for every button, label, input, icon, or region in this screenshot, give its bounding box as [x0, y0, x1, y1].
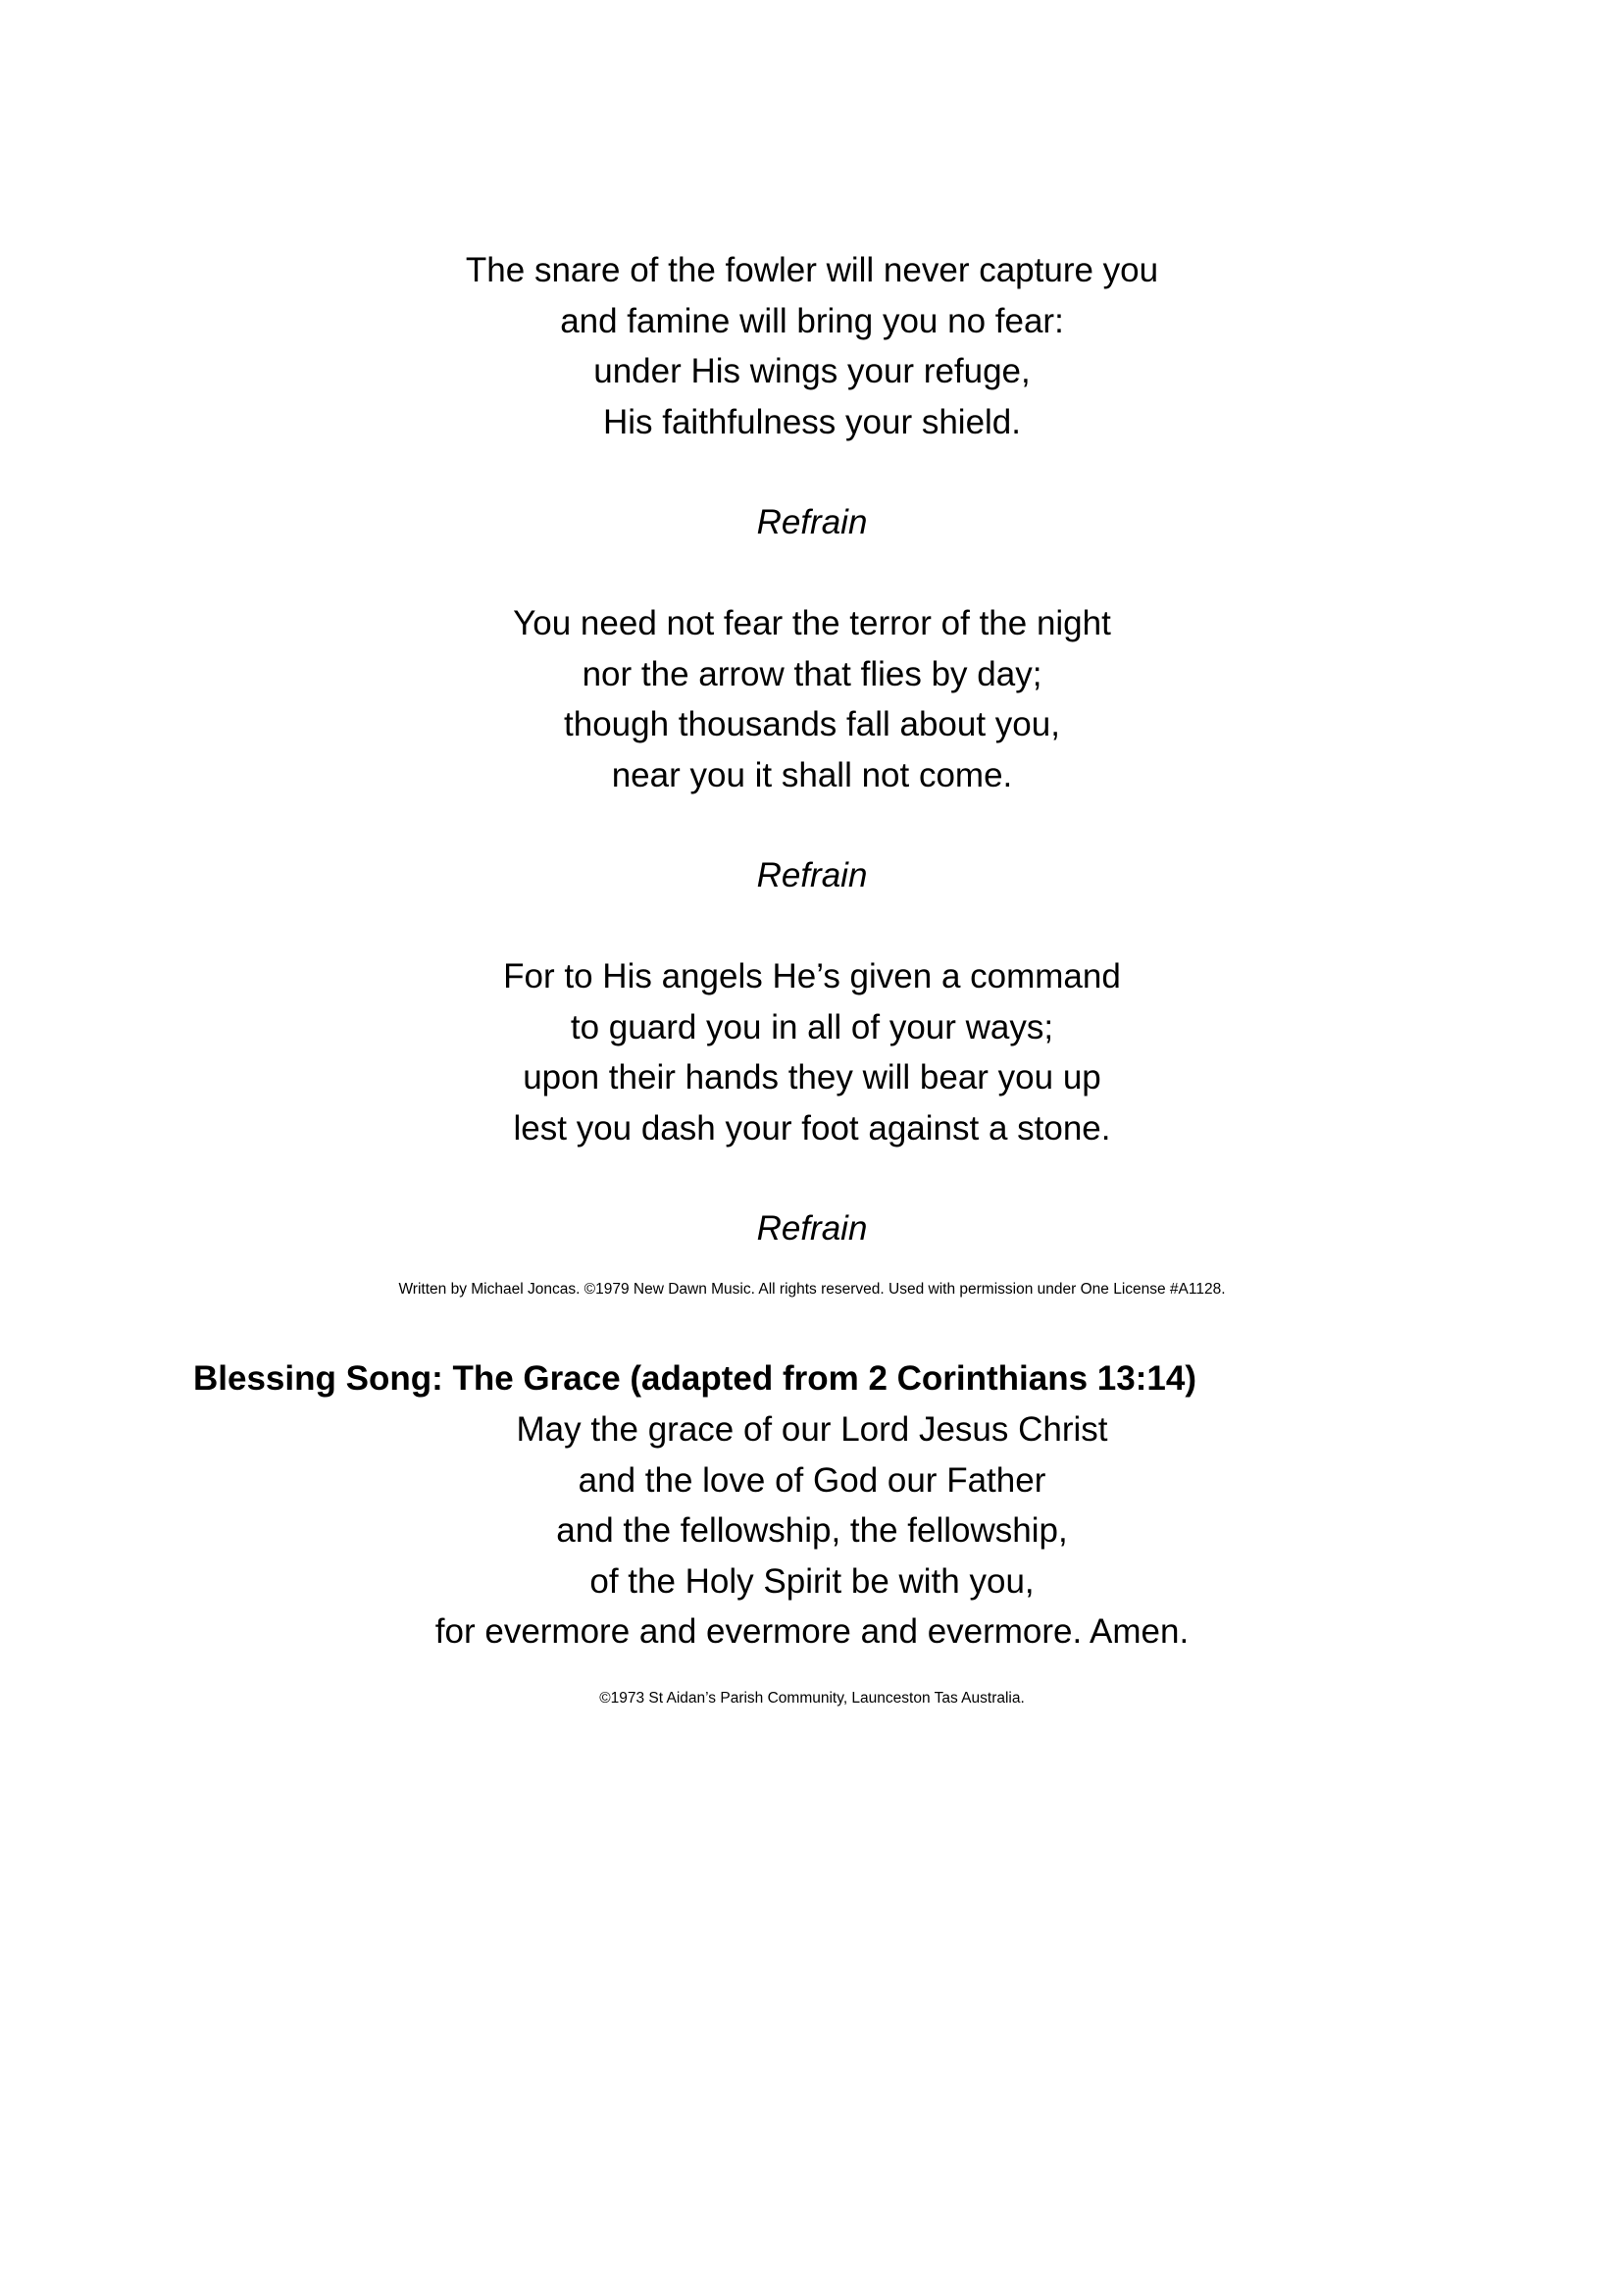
verse-line: under His wings your refuge,: [593, 352, 1031, 390]
verse-3: [0, 951, 1624, 1153]
blessing-heading: Blessing Song: The Grace (adapted from 2 Corinthians 13:14): [193, 1359, 1196, 1398]
verse-line: near you it shall not come.: [611, 755, 1013, 794]
verse-line: lest you dash your foot against a stone.: [513, 1108, 1111, 1147]
verse-line: to guard you in all of your ways;: [570, 1007, 1054, 1046]
blessing-line: of the Holy Spirit be with you,: [589, 1561, 1035, 1601]
verse-line: His faithfulness your shield.: [602, 402, 1022, 441]
verse-line: upon their hands they will bear you up: [523, 1058, 1101, 1096]
refrain-label: Refrain: [756, 856, 868, 894]
blessing-line: May the grace of our Lord Jesus Christ: [516, 1410, 1108, 1449]
verse-line: For to His angels He’s given a command: [503, 957, 1121, 995]
blessing-lyrics: [0, 1404, 1624, 1657]
verse-1: [0, 245, 1624, 447]
refrain-label: Refrain: [756, 503, 868, 541]
verse-line: and famine will bring you no fear:: [560, 301, 1064, 340]
blessing-line: for evermore and evermore and evermore. Amen.: [434, 1612, 1190, 1651]
song-credit: Written by Michael Joncas. ©1979 New Dawn Music. All rights reserved. Used with permission under One License #A1128.: [398, 1281, 1226, 1298]
verse-line: The snare of the fowler will never capture you: [465, 251, 1159, 289]
blessing-line: and the love of God our Father: [578, 1460, 1046, 1500]
verse-line: though thousands fall about you,: [564, 705, 1060, 743]
blessing-credit: ©1973 St Aidan’s Parish Community, Launceston Tas Australia.: [599, 1690, 1025, 1707]
verse-2: [0, 598, 1624, 800]
verse-line: nor the arrow that flies by day;: [582, 654, 1042, 693]
blessing-line: and the fellowship, the fellowship,: [556, 1511, 1068, 1550]
verse-line: You need not fear the terror of the night: [513, 604, 1111, 642]
refrain-label: Refrain: [756, 1209, 868, 1248]
